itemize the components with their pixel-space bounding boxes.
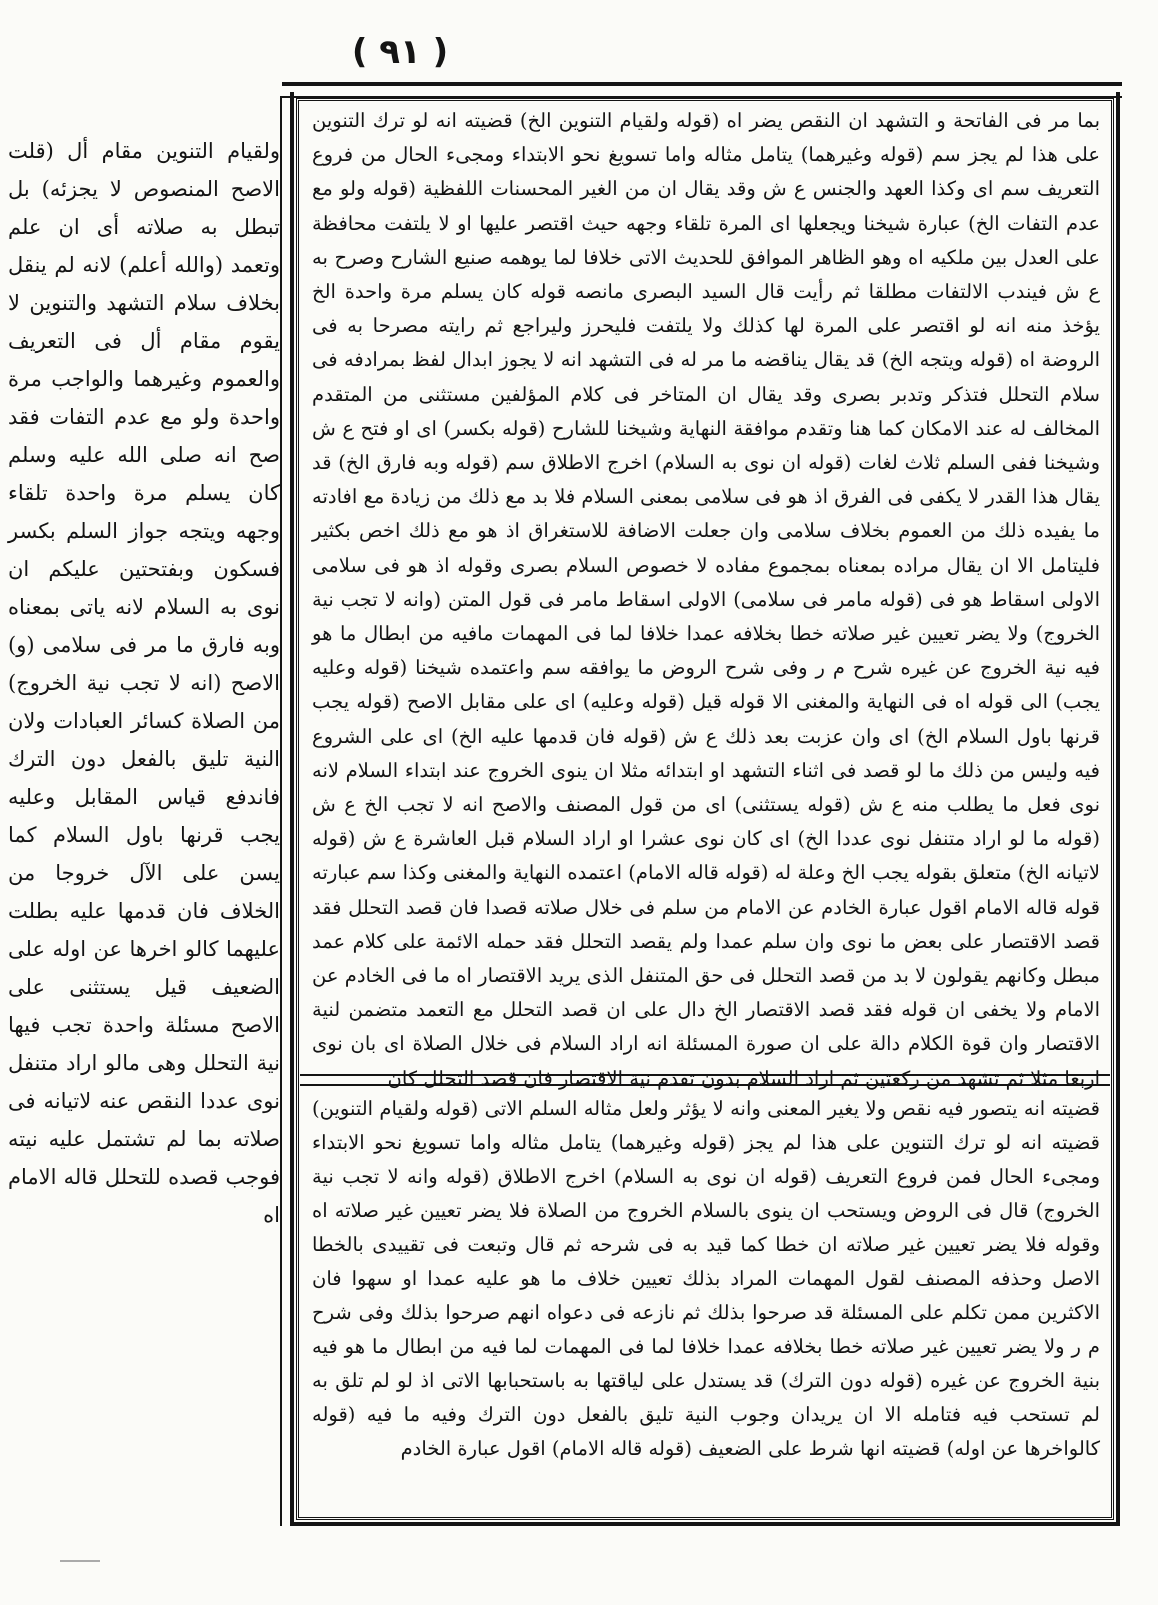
margin-matn-text: ولقيام التنوين مقام أل (قلت الاصح المنصوص لا يجزئه) بل تبطل به صلاته أى ان علم وتعمد (والله أعلم) لانه لم ينقل بخلاف سلام التشهد والتنوين لا يقوم مقام أل فى التعريف والعموم وغيرهما والواجب مرة واحدة ولو مع عدم التفات فقد صح انه صلى الله عليه وسلم كان يسلم مرة واحدة تلقاء وجهه ويتجه جواز السلم بكسر فسكون وبفتحتين عليكم ان نوى به السلام لانه ياتى بمعناه وبه فارق ما مر فى سلامى (و) الاصح (انه لا تجب نية الخروج) من الصلاة كسائر العبادات ولان النية تليق بالفعل دون الترك فاندفع قياس المقابل وعليه يجب قرنها باول السلام كما يسن على الآل خروجا من الخلاف فان قدمها عليه بطلت عليهما كالو اخرها عن اوله على الضعيف قيل يستثنى على الاصح مسئلة واحدة تجب فيها نية التحلل وهى مالو اراد متنفل نوى عددا النقص عنه لاتيانه فى صلاته بما لم تشتمل عليه نيته فوجب قصده للتحلل قاله الامام اه (8, 139, 280, 1227)
page-number: ( ٩١ ) (351, 32, 449, 72)
scan-mark (60, 1560, 100, 1562)
margin-rule (280, 96, 282, 1526)
footnote-text: قضيته انه يتصور فيه نقص ولا يغير المعنى وانه لا يؤثر ولعل مثاله السلم الاتى (قوله ولقيام التنوين) قضيته انه لو ترك التنوين على هذا لم يجز (قوله وغيرهما) يتامل مثاله واما تسويغ نحو الابتداء ومجىء الحال فمن فروع التعريف (قوله ان نوى به السلام) اخرج الاطلاق (قوله وانه لا تجب نية الخروج) قال فى الروض ويستحب ان ينوى بالسلام الخروج من الصلاة فلا يضر تعيين غير صلاته اه وقوله فلا يضر تعيين غير صلاته ان خطا كما قيد به فى شرحه ثم قال وتبعت فى تقييدى بالخطا الاصل وحذفه المصنف لقول المهمات المراد بذلك تعيين خلاف ما هو عليه عمدا او سهوا فان الاكثرين ممن تكلم على المسئلة قد صرحوا بذلك ثم نازعه فى دعواه انهم صرحوا بذلك وفى شرح م ر ولا يضر تعيين غير صلاته خطا بخلافه عمدا خلافا لما فى المهمات لما فيه من ابطال ما هو فيه بنية الخروج عن غيره (قوله دون الترك) قد يستدل على لياقتها به باستحبابها الاتى اذ لو لم تلق به لم تستحب فيه فتامله الا ان يريدان وجوب النية تليق بالفعل دون الترك وفيه ما فيه (قوله كالواخرها عن اوله) قضيته انها شرط على الضعيف (قوله قاله الامام) اقول عبارة الخادم (312, 1097, 1100, 1460)
section-divider (300, 1074, 1110, 1086)
main-gloss-text: بما مر فى الفاتحة و التشهد ان النقص يضر اه (قوله ولقيام التنوين الخ) قضيته انه لو ترك التنوين على هذا لم يجز سم (قوله وغيرهما) يتامل مثاله واما تسويغ نحو الابتداء ومجىء الحال من فروع التعريف سم اى وكذا العهد والجنس ع ش وقد يقال ان من الغير المحسنات اللفظية (قوله ولو مع عدم التفات الخ) عبارة شيخنا ويجعلها اى المرة تلقاء وجهه حيث اقتصر عليها او لا يلتفت محافظة على العدل بين ملكيه اه وهو الظاهر الموافق للحديث الاتى خلافا لما يوهمه صنيع الشارح وصرح به ع ش فيندب الالتفات مطلقا ثم رأيت قال السيد البصرى مانصه قوله كان يسلم مرة واحدة الخ يؤخذ منه انه لو اقتصر على المرة لها كذلك ولا يلتفت فليحرز وليراجع ثم رايته مصرحا به فى الروضة اه (قوله ويتجه الخ) قد يقال يناقضه ما مر له فى التشهد انه لا يجوز ابدال لفظ بمرادفه فى سلام التحلل فتذكر وتدبر بصرى وقد يقال ان المتاخر فى كلام المؤلفين مستثنى من المتقدم المخالف له عند الامكان كما هنا وتقدم موافقة النهاية وشيخنا للشارح (قوله بكسر) اى او فتح ع ش وشيخنا ففى السلم ثلاث لغات (قوله ان نوى به السلام) اخرج الاطلاق سم (قوله وبه فارق الخ) قد يقال هذا القدر لا يكفى فى الفرق اذ هو فى سلامى بمعنى السلام فلا بد مع ذلك من زيادة مع افادته ما يفيده ذلك من العموم بخلاف سلامى وان جعلت الاضافة للاستغراق اذ هو مع ذلك اخص بكثير فليتامل الا ان يقال مراده بمعناه بمجموع مفاده لا خصوص السلام بصرى وقوله اذ هو فى سلامى الاولى اسقاط هو فى (قوله مامر فى سلامى) الاولى اسقاط مامر فى قول المتن (وانه لا تجب نية الخروج) ولا يضر تعيين غير صلاته خطا بخلافه عمدا خلافا لما فى المهمات مافيه من ابطال ما هو فيه نية الخروج عن غيره شرح م ر وفى شرح الروض ما يوافقه سم واعتمده شيخنا (قوله وعليه يجب) الى قوله اه فى النهاية والمغنى الا قوله قيل (قوله وعليه) اى على مقابل الاصح (قوله يجب قرنها باول السلام الخ) اى وان عزبت بعد ذلك ع ش (قوله فان قدمها عليه الخ) اى على الشروع فيه وليس من ذلك ما لو قصد فى اثناء التشهد او ابتدائه مثلا ان ينوى الخروج عند ابتداء السلام لانه نوى فعل ما يطلب منه ع ش (قوله يستثنى) اى من قول المصنف والاصح انه لا تجب الخ ع ش (قوله ما لو اراد متنفل نوى عددا الخ) اى كان نوى عشرا او اراد السلام قبل العاشرة ع ش (قوله لاتيانه الخ) متعلق بقوله يجب الخ وعلة له (قوله قاله الامام) اعتمده النهاية والمغنى وكذا سم عبارته قوله قاله الامام اقول عبارة الخادم عن الامام من سلم فى خلال صلاته قصدا فان قصد التحلل فقد قصد الاقتصار على بعض ما نوى وان سلم عمدا ولم يقصد التحلل فقد حمله الائمة على كلام عمد مبطل وكانهم يقولون لا بد من قصد التحلل فى حق المتنفل الذى يريد الاقتصار اه ما فى الخادم عن الامام ولا يخفى ان قوله فقد قصد الاقتصار الخ دال على ان قصد التحلل مع التعمد متضمن لنية الاقتصار وان قوة الكلام دالة على ان صورة المسئلة انه اراد السلام فى خلال الصلاة اى بان نوى اربعا مثلا ثم تشهد من ركعتين ثم اراد السلام بدون تقدم نية الاقتصار فان قصد التحلل كان (312, 109, 1100, 1090)
